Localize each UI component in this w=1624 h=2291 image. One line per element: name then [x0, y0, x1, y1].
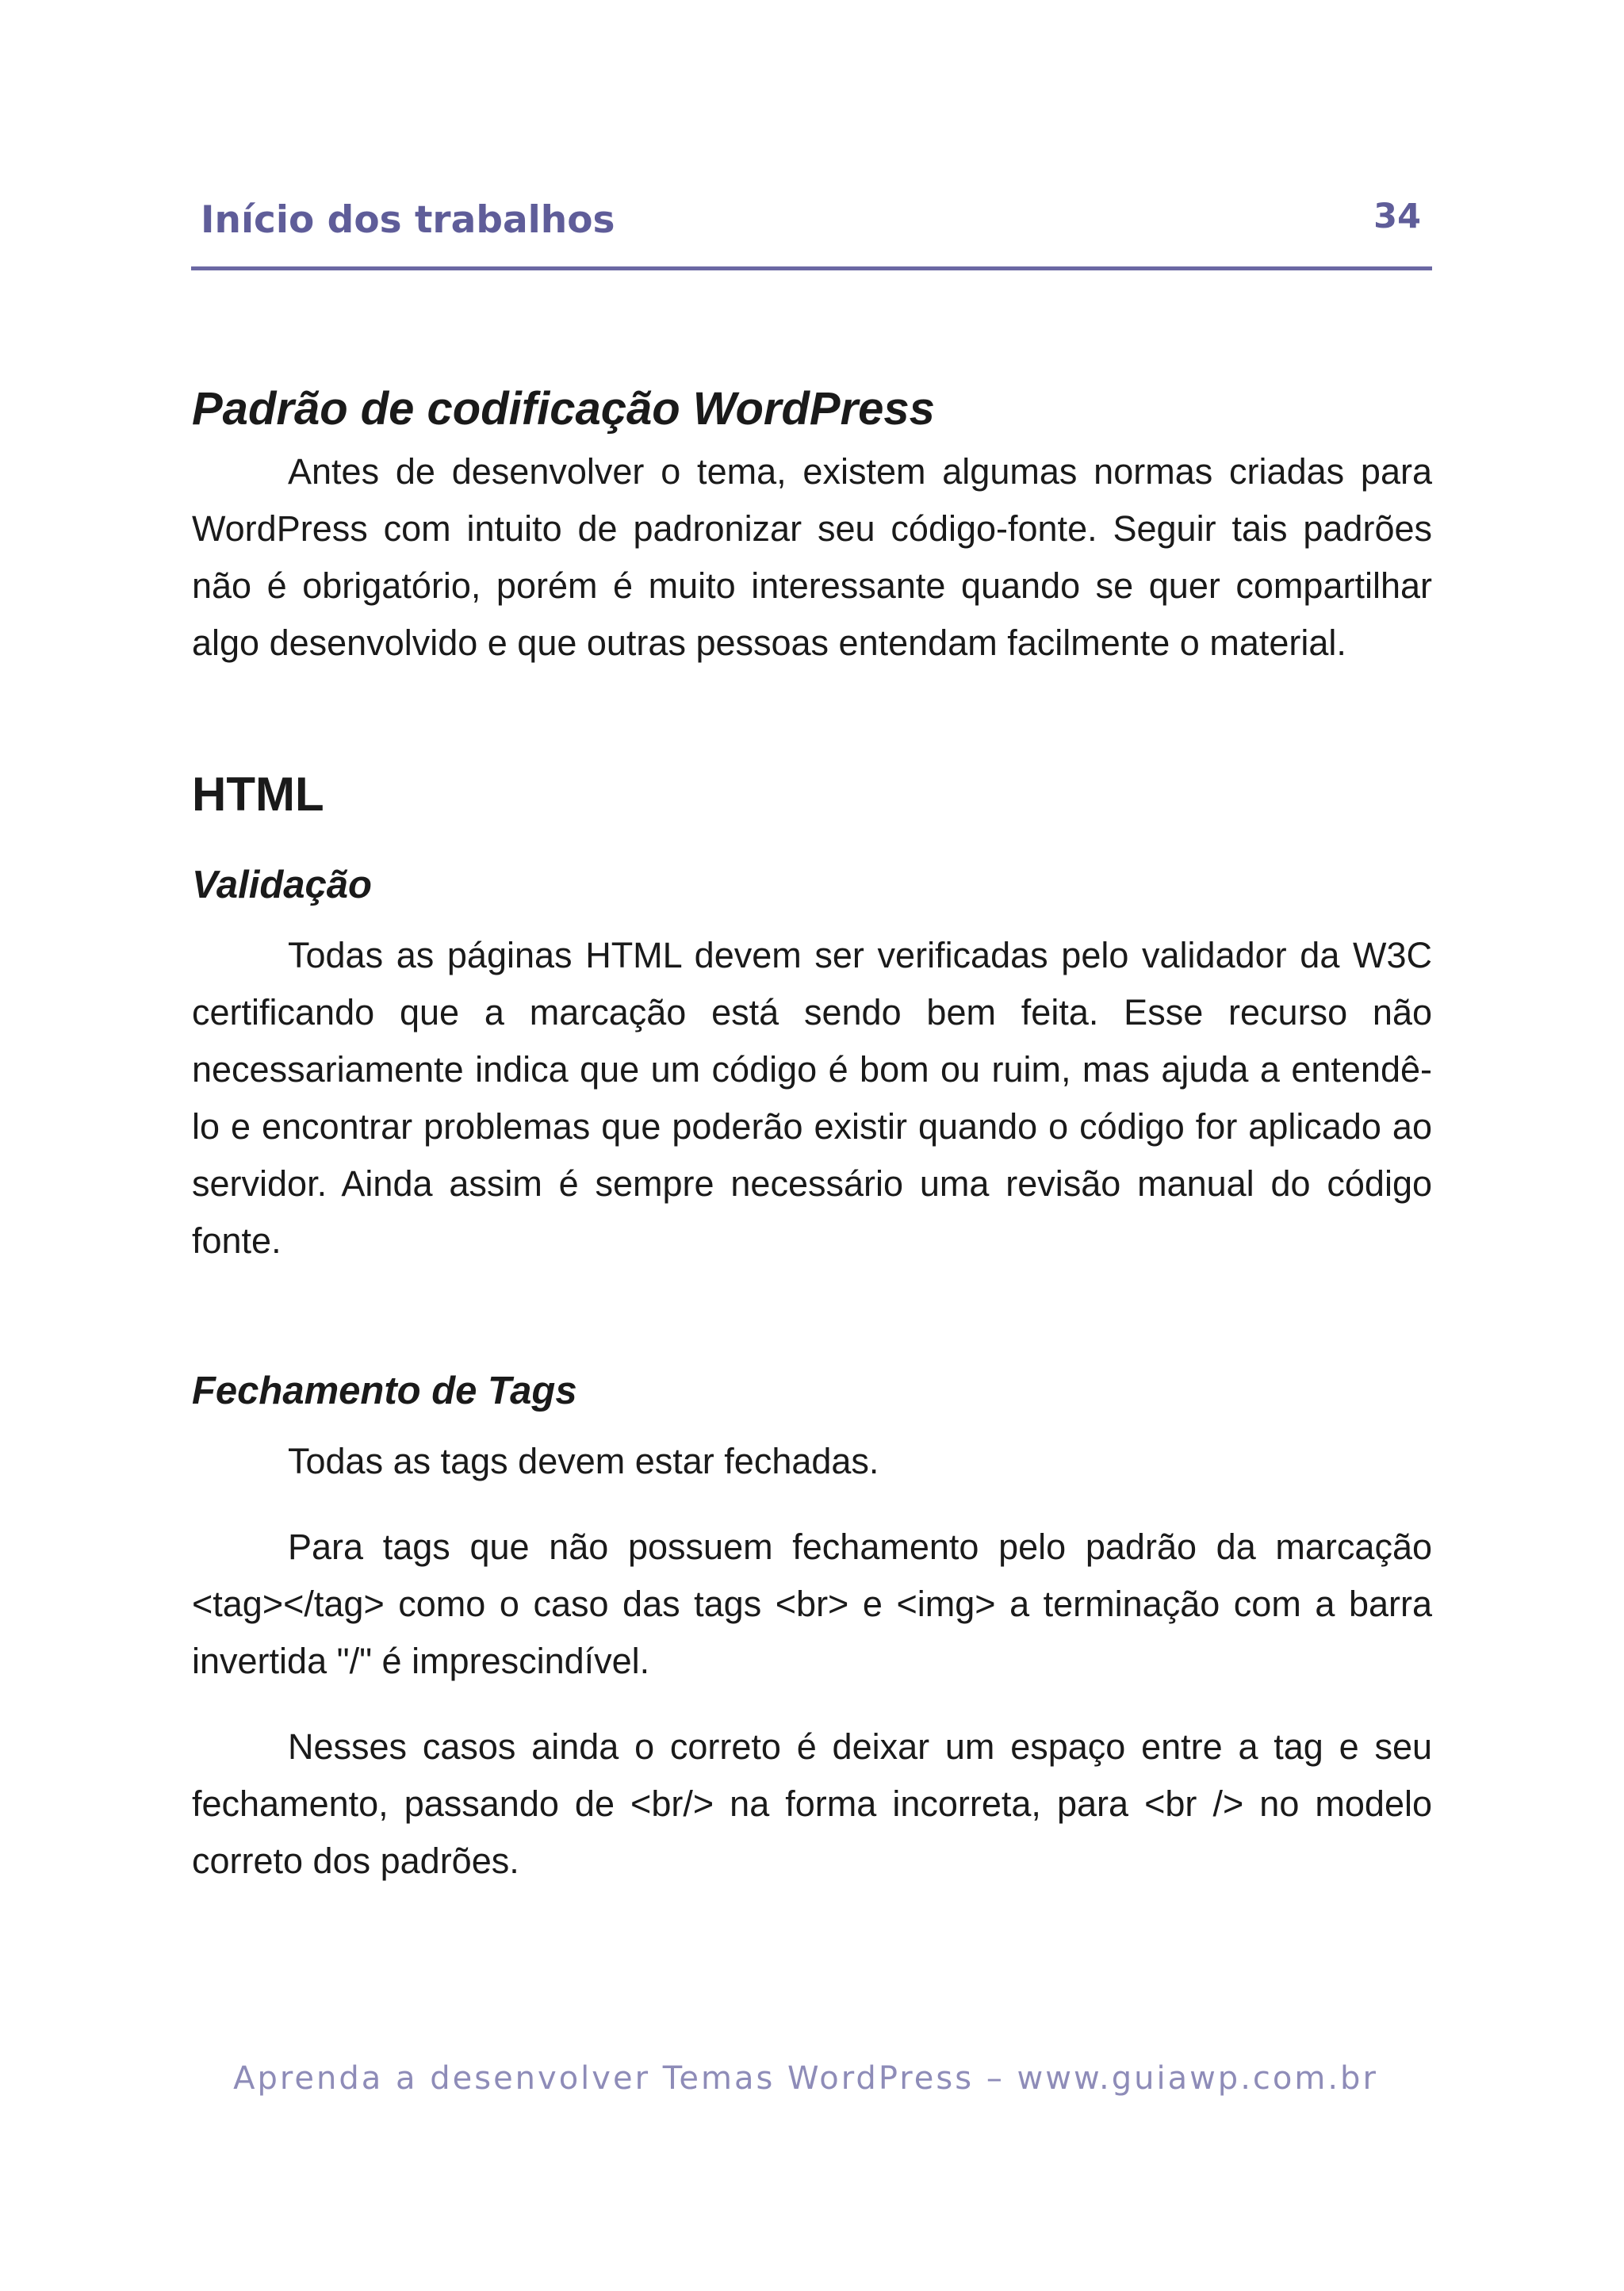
subsection-heading-validation: Validação	[192, 864, 372, 907]
closing-tags-paragraph-2: Para tags que não possuem fechamento pelo padrão da marcação <tag></tag> como o caso das tags <br> e <img> a terminação com a barra invertida "/" é imprescindível.	[192, 1526, 1432, 1681]
coding-standard-paragraph: Antes de desenvolver o tema, existem algumas normas criadas para WordPress com intuito de padronizar seu código-fonte. Seguir tais padrões não é obrigatório, porém é muito interessante quando se quer compartilhar algo desenvolvido e que outras pessoas entendam facilmente o material.	[192, 451, 1432, 664]
page-footer	[0, 2060, 1624, 2097]
section-heading-coding-standard: Padrão de codificação WordPress	[192, 383, 935, 435]
page-content	[192, 379, 1432, 1890]
chapter-title: Início dos trabalhos	[201, 198, 615, 242]
subsection-heading-closing-tags: Fechamento de Tags	[192, 1370, 577, 1413]
running-header	[191, 182, 1432, 271]
validation-paragraph: Todas as páginas HTML devem ser verificadas pelo validador da W3C certificando que a marcação está sendo bem feita. Esse recurso não necessariamente indica que um código é bom ou ruim, mas ajuda a entendê-lo e encontrar problemas que poderão existir quando o código for aplicado ao servidor. Ainda assim é sempre necessário uma revisão manual do código fonte.	[192, 935, 1432, 1262]
closing-tags-paragraph-3: Nesses casos ainda o correto é deixar um espaço entre a tag e seu fechamento, passando de <br/> na forma incorreta, para <br /> no modelo correto dos padrões.	[192, 1726, 1432, 1881]
section-heading-html: HTML	[192, 768, 324, 822]
page-number: 34	[1373, 197, 1421, 236]
header-divider	[191, 266, 1432, 270]
footer-text: Aprenda a desenvolver Temas WordPress – www.guiawp.com.br	[233, 2060, 1378, 2097]
closing-tags-paragraph-1: Todas as tags devem estar fechadas.	[288, 1440, 879, 1481]
